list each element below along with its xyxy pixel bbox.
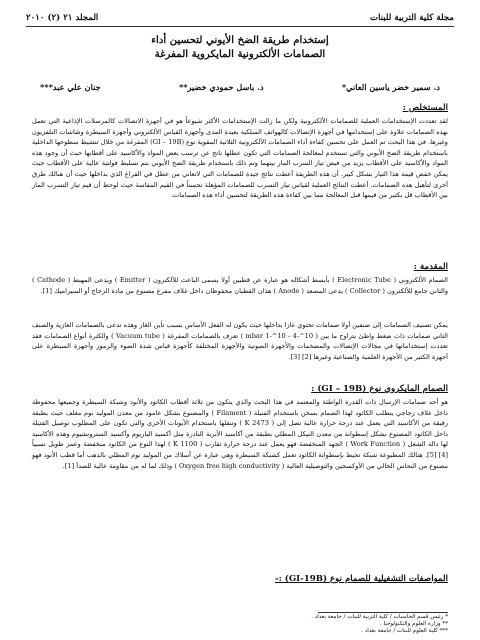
author-1: د. سمير خضر ياسين العاني* [341,82,440,92]
title-line-2: الصمامات الألكترونية المايكروية المفرغة [154,47,326,60]
specs-heading: المواصفات التشغيلية للصمام نوع (GI-19B) :- [275,574,448,584]
footnote-1: * رئيس قسم الحاسبات / كلية التربية للبنات / جامعة بغداد . [311,614,448,620]
microwave-tube-heading: الصمام المايكروي نوع (GI – 19B) : [311,384,448,394]
introduction-paragraph-2: يمكن تصنيف الصمامات إلى صنفين أولا صمامات تحتوي غازا بداخلها حيث يكون له الفعل الأساس بسبب تأين الغاز وهذه تدعى بالصمامات الغازية والصنف الثاني صمامات ذات ضغط واطئ يتراوح ما بين ( 10^-4 - 10^-1 mbar ) تعرف بالصمامات المفرغة ( Vacuum tube ) والكثرة أنواع الصمامات فقد تعددت إستخداماتها في مجالات الإتصالات والمضخمات والأجهزة الصوتية والأجهزة المختلفة كأجهزة قياس شدة الضوء والرموز وأجهزة السيطرة على أجهزة الكثير من الأجهزة العلمية والصناعية وغيرها [2] [3]. [32,321,449,361]
abstract-heading: المستخلص : [402,103,448,113]
title-line-1: إستخدام طريقة الضخ الأيوني لتحسين أداء [151,34,329,46]
journal-name: مجلة كلية التربية للبنات [369,13,454,23]
footnote-rule [318,612,448,613]
introduction-paragraph-1: الصمام الألكتروني ( Electronic Tube ) بأبسط أشكاله هو عبارة عن قطبين أولا يسمى الباعث للألكترون ( Emitter ) ويدعى المهبط ( Cathode ) والثاني جامع للألكترون ( Collector ) يدعى المصعد ( Anode ) هذان القطبان محفوظان داخل غلاف مفرغ مصنوع من مادة الزجاج أو السيراميك [1]. [32,276,448,295]
journal-volume: المجلد ٢١ (٢) ٢٠١٠ [26,13,99,23]
header-rule [26,26,454,27]
microwave-tube-text: هو أحد صمامات الإرسال ذات القدرة الواطئة والمعتمد في هذا البحث والذي يتكون من ثلاثة أقطاب الكاثود والأنود وشبكة السيطرة وجميعها محفوظة داخل غلاف زجاجي يتطلب الكاثود لهذا الصمام بسخن باستخدام الفتيلة ( Filament ) والمصنوع بشكل عامود من معدن الموليد نوم مغلف حيث بطبقة رقيقة من الأكاسيد التي يعمل عند درجة حرارة عالية تصل إلى ( 2473 K ) وتنقلها باستخدام الأيونات الأخرى والتي تكون على المطلوب توصيل الفتيلة داخل الكاثود المصنوع بشكل إسطوانة من معدن النيكل المطلي بطبقة من أكاسيد الأتربة النادرة مثل أكسيد الباريوم وأكسيد السترونشيوم وهذه الأكاسيد لها دالة الشغل ( Work Function ) الجهد المنخفضة فهو يعمل عند درجة حرارة تقارب ( 1100 K ) لهذا النوع من الكاثود منخفضة وعمر طويل نسبياً [4] [5]. هنالك المطبوعة شبكة تحيط بإسطوانة الكاثود تعمل كشبكة السيطرة وهي عبارة عن أسلاك من الموليد نوم المطلي بالذهب أما قطب الأنود فهو مصنوع من النحاس الخالي من الأوكسجين والتوصيلية العالية ( Oxygen free high conductivity ) وذلك لما له من مقاومة عالية للصدأ [1]. [32,398,448,470]
author-3: جنان علي عبد*** [40,82,101,92]
abstract-text: لقد تعددت الإستخدامات العملية للصمامات الألكترونية ولكن ما زالت الإستخدامات الأكثر شيوعاً هو في أجهزة الاتصالات كالمرسلات الإذاعية التي تعمل بهذه الصمامات علاوة على إستخدامها في أجهزة الإتصالات كالهواتف السلكية بعيدة المدى وأجهزة القياس الألكتروني وأجهزة السيطرة وشاشات التلفزيون وغيرها. في هذا البحث تم العمل على تحسين كفاءة أداء الصمامات الألكترونية الثلاثية المقوية نوع (GI – 19B) المفرغة من خلال تنشيط سطوحها الداخلية باستخدام طريقة الضخ الأيوني والتي تستخدم لمعالجة الصمامات التي تكون عطلها ناتج عن ترسب بعض المواد والأكاسيد على أقطابها حيث أن وجود هذه المواد والأكاسيد على الأقطاب يزيد من فيض تيار السرب المار بينهما وتم ذلك باستخدام طريقة الضخ الأيوني بتم تسليط فولتية عالية على الأقطاب حيث يمكن خفض قيمة هذا التيار بشكل كبير. أن هذه الطريقة أعطت نتائج جيدة للصمامات التي لاتعاني من عطل في الفراغ الذي بداخلها حيث أن هنالك طرق أخرى لتأهيل هذه الصمامات. أعطت النتائج العملية لقياس تيار التسرب للصمامات المؤهلة تحسناً في القيم المقاسة حيث لوحظ أن قيم تيار التسرب المار بين الأقطاب قل بكثير من قيمها قبل المعالجة مما بين كفاءة هذه الطريقة لتحسين أداء هذه الصمامات. [32,117,448,200]
footnote-2: ** وزارة العلوم والتكنولوجيا . [380,621,448,627]
running-header [26,10,454,26]
introduction-heading: المقدمة : [413,262,448,272]
author-list [40,82,440,92]
paper-title [70,34,410,62]
footnotes [311,614,448,635]
author-2: د. باسل حمودي خضير** [178,82,264,92]
footnote-3: *** كلية العلوم للبنات / جامعة بغداد . [361,628,448,634]
